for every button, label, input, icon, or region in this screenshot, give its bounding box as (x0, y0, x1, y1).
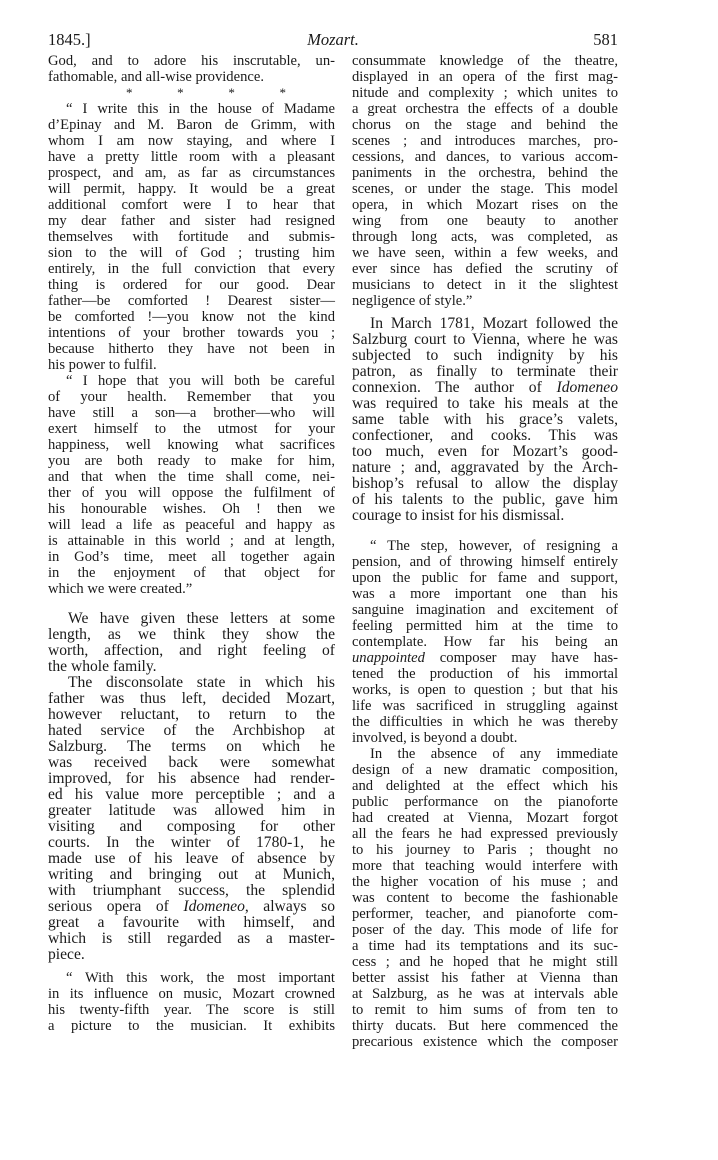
text-line: thirty ducats. But here commenced the (352, 1018, 618, 1034)
section-break-stars (126, 85, 286, 101)
text-line: upon the public for fame and support, (352, 570, 618, 586)
text-line: fathomable, and all-wise providence. (48, 69, 264, 85)
text-line: to remit to him sums of from ten to (352, 1002, 618, 1018)
text-line: themselves with fortitude and submis- (48, 229, 335, 245)
text-line: “ I hope that you will both be careful (66, 373, 335, 389)
text-line: precarious existence which the composer (352, 1034, 618, 1050)
text-line: involved, is beyond a doubt. (352, 730, 518, 746)
text-line: musicians to detect in it the slightest (352, 277, 618, 293)
text-line: in God’s time, meet all together again (48, 549, 335, 565)
text-line: scenes ; and introduces marches, pro- (352, 133, 618, 149)
text-line: whom I am now staying, and where I (48, 133, 335, 149)
text-line: entirely, in the full conviction that every (48, 261, 335, 277)
text-line: writing and bringing out at Munich, (48, 866, 335, 883)
text-line: nitude and complexity ; which unites to (352, 85, 618, 101)
text-line: unappointed composer may have has- (352, 650, 618, 666)
text-line: wing from one beauty to another (352, 213, 618, 229)
header-year: 1845.] (48, 30, 91, 49)
page-number: 581 (593, 30, 618, 49)
paragraph (48, 675, 335, 963)
text-line: was content to become the fashionable (352, 890, 618, 906)
text-line: design of a new dramatic composition, (352, 762, 618, 778)
text-line: in the enjoyment of that object for (48, 565, 335, 581)
text-line: tened the production of his immortal (352, 666, 618, 682)
text-line: negligence of style.” (352, 293, 473, 309)
asterisk: * (177, 85, 184, 100)
running-header (48, 30, 618, 52)
text-line: ever since has defied the scrutiny of (352, 261, 618, 277)
text-line: his power to fulfil. (48, 357, 157, 373)
text-line: “ The step, however, of resigning a (370, 538, 618, 554)
text-line: pension, and of throwing himself entirely (352, 554, 618, 570)
text-line: you are both ready to make for him, (48, 453, 335, 469)
text-line: ed his value more perceptible ; and a (48, 786, 335, 803)
text-line: sion to the will of God ; trusting him (48, 245, 335, 261)
paragraph (352, 316, 618, 524)
italic-title: Idomeneo (183, 898, 245, 915)
text-line: nature ; and, aggravated by the Arch- (352, 459, 618, 476)
text-line: the higher vocation of his muse ; and (352, 874, 618, 890)
text-line: was a more important one than his (352, 586, 618, 602)
paragraph (48, 53, 335, 85)
text-line: his twenty-fifth year. The score is still (48, 1002, 335, 1018)
text-line: was required to take his meals at the (352, 395, 618, 412)
text-line: The disconsolate state in which his (68, 674, 335, 691)
paragraph-quote (352, 538, 618, 746)
text-line: scenes, or under the stage. This model (352, 181, 618, 197)
text-line: which is still regarded as a master- (48, 930, 335, 947)
text-line: “ I write this in the house of Madame (66, 101, 335, 117)
text-line: confectioner, and cooks. This was (352, 427, 618, 444)
text-line: happiness, well knowing what sacrifices (48, 437, 335, 453)
text-line: father—be comforted ! Dearest sister— (48, 293, 335, 309)
text-line: all the fears he had expressed previously (352, 826, 618, 842)
text-line: piece. (48, 946, 85, 963)
text-line: of his talents to the public, gave him (352, 491, 618, 508)
text-line: d’Epinay and M. Baron de Grimm, with (48, 117, 335, 133)
text-line: works, is open to question ; but that his (352, 682, 618, 698)
text-line: is attainable in this world ; and at length, (48, 533, 335, 549)
text-line: cess ; and he hoped that he might still (352, 954, 618, 970)
text-line: hated service of the Archbishop at (48, 722, 335, 739)
text-line: sanguine imagination and excitement of (352, 602, 618, 618)
text-line: at Salzburg, as he was at intervals able (352, 986, 618, 1002)
text-line: visiting and composing for other (48, 818, 335, 835)
text-line: poser of the day. This mode of life for (352, 922, 618, 938)
paragraph (48, 611, 335, 675)
text-line: greater latitude was allowed him in (48, 802, 335, 819)
paragraph-quote (48, 970, 335, 1034)
text-line: cessions, and dances, to various accom- (352, 149, 618, 165)
text-line: his honourable wishes. Oh ! then we (48, 501, 335, 517)
text-line: made use of his leave of absence by (48, 850, 335, 867)
text-line: with triumphant success, the splendid (48, 882, 335, 899)
text-line: life was sacrificed in struggling against (352, 698, 618, 714)
text-line: and that when the time shall come, nei- (48, 469, 335, 485)
right-column (352, 53, 618, 1050)
asterisk: * (228, 85, 235, 100)
text-line: consummate knowledge of the theatre, (352, 53, 618, 69)
italic-title: Idomeneo (556, 379, 618, 396)
text-line: more that teaching would interfere with (352, 858, 618, 874)
text-line: paniments in the orchestra, behind the (352, 165, 618, 181)
text-line: too much, even for Mozart’s good- (352, 443, 618, 460)
text-line: additional comfort were I to hear that (48, 197, 335, 213)
text-line: public performance on the pianoforte (352, 794, 618, 810)
text-line: God, and to adore his inscrutable, un- (48, 53, 335, 69)
text-line: a time had its temptations and its suc- (352, 938, 618, 954)
text-line: better assist his father at Vienna than (352, 970, 618, 986)
text-line: chorus on the stage and behind the (352, 117, 618, 133)
asterisk: * (126, 85, 133, 100)
text-line: have a pretty little room with a pleasant (48, 149, 335, 165)
left-column (48, 53, 335, 1034)
paragraph-quote-continued (352, 53, 618, 309)
text-line: will lead a life as peaceful and happy as (48, 517, 335, 533)
text-line: my dear father and sister had resigned (48, 213, 335, 229)
text-line: was received back were somewhat (48, 754, 335, 771)
text-line: thing is ordered for our good. Dear (48, 277, 335, 293)
text-line: intentions of your brother towards you ; (48, 325, 335, 341)
text-line: in its influence on music, Mozart crowned (48, 986, 335, 1002)
text-line: father was thus left, decided Mozart, (48, 690, 335, 707)
text-line: bishop’s refusal to allow the display (352, 475, 618, 492)
text-line: In the absence of any immediate (370, 746, 618, 762)
text-line: opera, in which Mozart rises on the (352, 197, 618, 213)
header-title: Mozart. (307, 30, 359, 49)
text-line: through long acts, was completed, as (352, 229, 618, 245)
text-line: contemplate. How far his being an (352, 634, 618, 650)
text-line: In March 1781, Mozart followed the (370, 315, 618, 332)
text-line: “ With this work, the most important (66, 970, 335, 986)
text-line: prospect, and am, as far as circumstances (48, 165, 335, 181)
text-line: exert himself to the utmost for your (48, 421, 335, 437)
text-line: to his journey to Paris ; thought no (352, 842, 618, 858)
text-line: the whole family. (48, 658, 157, 675)
text-line: a great orchestra the effects of a double (352, 101, 618, 117)
text-line: improved, for his absence had render- (48, 770, 335, 787)
text-line: worth, affection, and right feeling of (48, 642, 335, 659)
paragraph (352, 746, 618, 1050)
text-line: a picture to the musician. It exhibits (48, 1018, 335, 1034)
text-line: and delighted at the effect which his (352, 778, 618, 794)
text-line: we have seen, within a few weeks, and (352, 245, 618, 261)
text-line: performer, teacher, and pianoforte com- (352, 906, 618, 922)
text-line: great a favourite with himself, and (48, 914, 335, 931)
text-line: patron, as finally to terminate their (352, 363, 618, 380)
text-line: length, as we think they show the (48, 626, 335, 643)
text-line: displayed in an opera of the first mag- (352, 69, 618, 85)
text-line: Salzburg court to Vienna, where he was (352, 331, 618, 348)
text-line: same table with his grace’s valets, (352, 411, 618, 428)
text-line: however reluctant, to return to the (48, 706, 335, 723)
text-line: because hitherto they have not been in (48, 341, 335, 357)
text-line: Salzburg. The terms on which he (48, 738, 335, 755)
text-line: subjected to such indignity by his (352, 347, 618, 364)
text-line: serious opera of Idomeneo, always so (48, 898, 335, 915)
text-line: connexion. The author of Idomeneo (352, 379, 618, 396)
text-line: courts. In the winter of 1780-1, he (48, 834, 335, 851)
text-line: We have given these letters at some (68, 610, 335, 627)
text-line: of your health. Remember that you (48, 389, 335, 405)
text-line: have still a son—a brother—who will (48, 405, 335, 421)
text-line: be comforted !—you know not the kind (48, 309, 335, 325)
paragraph-letter-2 (48, 373, 335, 597)
asterisk: * (279, 85, 286, 100)
text-line: feeling permitted him at the time to (352, 618, 618, 634)
paragraph-letter-1 (48, 101, 335, 373)
text-line: courage to insist for his dismissal. (352, 507, 565, 524)
italic-word: unappointed (352, 650, 425, 666)
text-line: the difficulties in which he was thereby (352, 714, 618, 730)
text-line: had created at Vienna, Mozart forgot (352, 810, 618, 826)
text-line: ther of you will oppose the fulfilment of (48, 485, 335, 501)
text-line: which we were created.” (48, 581, 193, 597)
text-line: will permit, happy. It would be a great (48, 181, 335, 197)
